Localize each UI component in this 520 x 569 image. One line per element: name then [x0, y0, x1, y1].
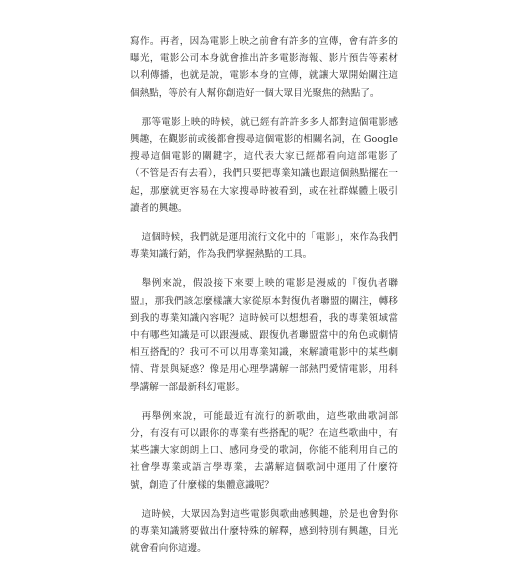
paragraph: 這時候，大眾因為對這些電影與歌曲感興趣，於是也會對你的專業知識將要做出什麼特殊的解釋，感到特別有興趣，目光就會看向你這邊。 — [130, 508, 398, 555]
article-body — [130, 33, 398, 569]
paragraph: 這個時候，我們就是運用流行文化中的「電影」，來作為我們專業知識行銷，作為我們掌握熱點的工具。 — [130, 232, 398, 261]
paragraph: 那等電影上映的時候，就已經有許許多多人都對這個電影感興趣，在觀影前或後都會搜尋這個電影的相關名詞，在 Google 搜尋這個電影的關鍵字，這代表大家已經都看向這部電影了（不管是否有去看），我們只要把專業知識也跟這個熱點擺在一起，那麼就更容易在大家搜尋時被看到，或在社群媒體上吸引讀者的興趣。 — [130, 116, 398, 214]
paragraph: 舉例來說，假設接下來要上映的電影是漫威的『復仇者聯盟』，那我們該怎麼樣讓大家從原本對復仇者聯盟的關注，轉移到我的專業知識內容呢？這時候可以想想看，我的專業領域當中有哪些知識是可以跟漫威、跟復仇者聯盟當中的角色或劇情相互搭配的？我可不可以用專業知識，來解讀電影中的某些劇情、背景與疑惑？像是用心理學講解一部熱門愛情電影，用科學講解一部最新科幻電影。 — [130, 278, 398, 393]
paragraph: 再舉例來說，可能最近有流行的新歌曲，這些歌曲歌詞部分，有沒有可以跟你的專業有些搭配的呢？在這些歌曲中，有某些讓大家朗朗上口、感同身受的歌詞，你能不能利用自己的社會學專業或語言學專業，去講解這個歌詞中運用了什麼符號，創造了什麼樣的集體意識呢？ — [130, 410, 398, 491]
paragraph: 寫作。再者，因為電影上映之前會有許多的宣傳，會有許多的曝光，電影公司本身就會推出許多電影海報、影片預告等素材以利傳播，也就是說，電影本身的宣傳，就讓大眾開始關注這個熱點，等於有人幫你創造好一個大眾目光聚焦的熱點了。 — [130, 36, 398, 99]
